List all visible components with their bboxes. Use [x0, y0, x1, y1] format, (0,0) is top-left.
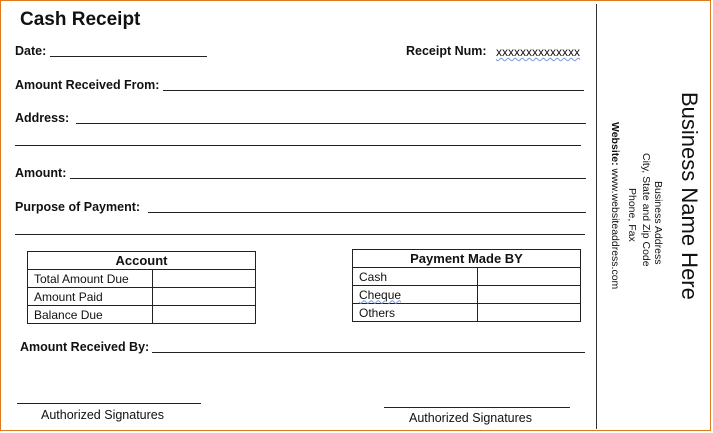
business-name: Business Name Here	[677, 92, 702, 300]
address-line-1[interactable]	[76, 123, 586, 124]
business-phone-fax: Phone, Fax	[626, 188, 638, 242]
purpose-line-1[interactable]	[148, 212, 586, 213]
amount-paid-label: Amount Paid	[28, 288, 153, 306]
total-amount-due-label: Total Amount Due	[28, 270, 153, 288]
amount-line[interactable]	[70, 178, 586, 179]
payment-cash-cell[interactable]	[478, 268, 581, 286]
purpose-line-2[interactable]	[15, 234, 585, 235]
business-city-state-zip: City, State and Zip Code	[640, 153, 652, 267]
signature-label-left: Authorized Signatures	[41, 408, 164, 422]
signature-line-right[interactable]	[384, 407, 570, 408]
table-row	[353, 286, 581, 304]
balance-due-label: Balance Due	[28, 306, 153, 324]
balance-due-cell[interactable]	[153, 306, 256, 324]
amount-label: Amount:	[15, 166, 67, 180]
table-row	[28, 288, 256, 306]
table-row	[28, 270, 256, 288]
signature-line-left[interactable]	[17, 403, 201, 404]
payment-cash-label: Cash	[353, 268, 478, 286]
payment-others-label: Others	[353, 304, 478, 322]
payment-cheque-label	[353, 286, 478, 304]
table-row	[28, 306, 256, 324]
amount-paid-cell[interactable]	[153, 288, 256, 306]
payment-others-cell[interactable]	[478, 304, 581, 322]
table-row	[353, 304, 581, 322]
business-website	[609, 122, 621, 289]
receipt-title: Cash Receipt	[20, 9, 141, 30]
amount-received-from-line[interactable]	[163, 90, 584, 91]
account-table-header: Account	[28, 252, 256, 270]
website-value[interactable]: www.websiteaddress.com	[609, 168, 621, 290]
payment-table-header: Payment Made BY	[353, 250, 581, 268]
signature-label-right: Authorized Signatures	[409, 411, 532, 425]
address-line-2[interactable]	[15, 145, 581, 146]
payment-table	[352, 249, 581, 322]
total-amount-due-cell[interactable]	[153, 270, 256, 288]
receipt-num-label: Receipt Num:	[406, 44, 487, 58]
date-label: Date:	[15, 44, 47, 58]
website-label: Website:	[609, 122, 621, 166]
amount-received-by-line[interactable]	[152, 352, 585, 353]
payment-cheque-cell[interactable]	[478, 286, 581, 304]
purpose-label: Purpose of Payment:	[15, 200, 141, 214]
amount-received-from-label: Amount Received From:	[15, 78, 160, 92]
stub-divider	[596, 4, 597, 429]
business-address: Business Address	[652, 181, 664, 265]
date-line[interactable]	[50, 56, 207, 57]
address-label: Address:	[15, 111, 70, 125]
table-row	[353, 268, 581, 286]
receipt-num-value: xxxxxxxxxxxxxx	[496, 45, 580, 59]
amount-received-by-label: Amount Received By:	[20, 340, 150, 354]
account-table	[27, 251, 256, 324]
payment-cheque-text: Cheque	[359, 287, 402, 302]
